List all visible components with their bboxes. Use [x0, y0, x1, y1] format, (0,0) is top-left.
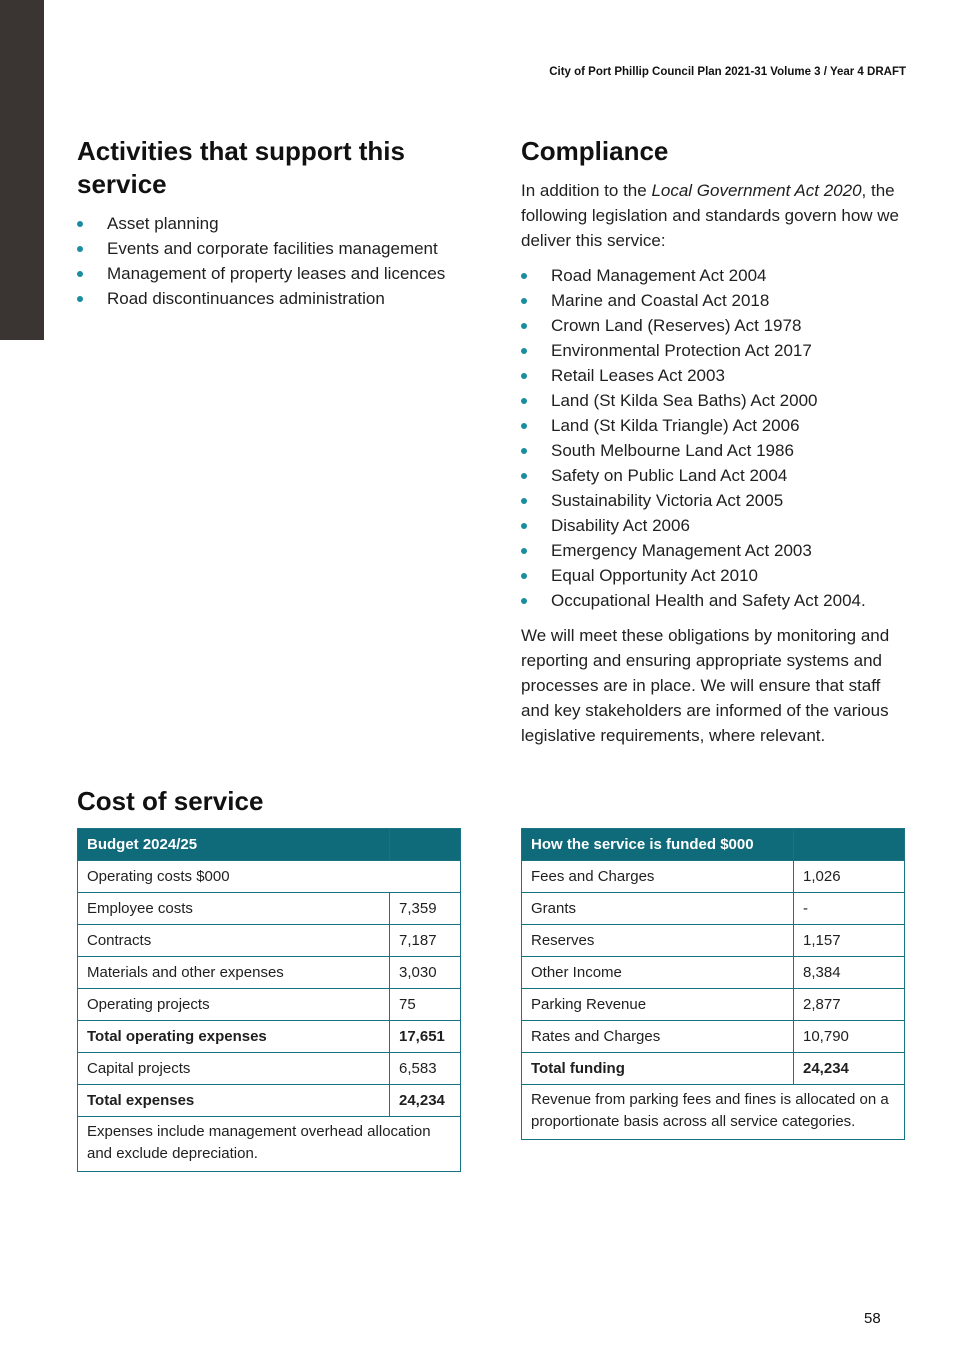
bullet-icon	[77, 296, 83, 302]
bullet-icon	[521, 398, 527, 404]
bullet-icon	[77, 221, 83, 227]
list-item: Marine and Coastal Act 2018	[521, 288, 911, 313]
table-note: Revenue from parking fees and fines is allocated on a proportionate basis across all service categories.	[522, 1085, 905, 1140]
bullet-icon	[521, 323, 527, 329]
table-row	[78, 1117, 461, 1172]
bullet-icon	[521, 498, 527, 504]
table-row: Parking Revenue 2,877	[522, 989, 905, 1021]
table-row	[78, 861, 461, 893]
running-header: City of Port Phillip Council Plan 2021-31 Volume 3 / Year 4 DRAFT	[549, 66, 906, 78]
table-row-total: Total funding 24,234	[522, 1053, 905, 1085]
list-item: Sustainability Victoria Act 2005	[521, 488, 911, 513]
list-item: Land (St Kilda Triangle) Act 2006	[521, 413, 911, 438]
compliance-closing: We will meet these obligations by monitoring and reporting and ensuring appropriate systems and processes are in place. We will ensure that staff and key stakeholders are informed of the various legislative requirements, where relevant.	[521, 626, 890, 745]
bullet-icon	[521, 273, 527, 279]
table-row	[522, 1085, 905, 1140]
list-item: Crown Land (Reserves) Act 1978	[521, 313, 911, 338]
activities-section	[77, 135, 457, 311]
legislation-list	[521, 263, 911, 613]
table-row: Materials and other expenses 3,030	[78, 957, 461, 989]
table-row: Grants -	[522, 893, 905, 925]
list-item: Land (St Kilda Sea Baths) Act 2000	[521, 388, 911, 413]
list-item: Emergency Management Act 2003	[521, 538, 911, 563]
table-row: Reserves 1,157	[522, 925, 905, 957]
side-color-bar	[0, 0, 44, 340]
bullet-icon	[521, 423, 527, 429]
activities-heading: Activities that support this service	[77, 136, 405, 199]
table-note: Expenses include management overhead allocation and exclude depreciation.	[78, 1117, 461, 1172]
list-item: Environmental Protection Act 2017	[521, 338, 911, 363]
compliance-intro: In addition to the Local Government Act 2020, the following legislation and standards govern how we deliver this service:	[521, 181, 900, 250]
list-item: Asset planning	[77, 211, 457, 236]
table-row: Fees and Charges 1,026	[522, 861, 905, 893]
table-row: Other Income 8,384	[522, 957, 905, 989]
bullet-icon	[521, 523, 527, 529]
table-subheader: Operating costs $000	[78, 861, 461, 893]
bullet-icon	[77, 271, 83, 277]
table-row-total: Total operating expenses 17,651	[78, 1021, 461, 1053]
table-row: Contracts 7,187	[78, 925, 461, 957]
activities-list	[77, 211, 457, 311]
bullet-icon	[521, 548, 527, 554]
table-header: How the service is funded $000	[522, 829, 794, 861]
compliance-section	[521, 135, 911, 748]
bullet-icon	[521, 298, 527, 304]
list-item: Road Management Act 2004	[521, 263, 911, 288]
page-number: 58	[864, 1310, 881, 1327]
list-item: Occupational Health and Safety Act 2004.	[521, 588, 911, 613]
list-item: Events and corporate facilities management	[77, 236, 457, 261]
list-item: South Melbourne Land Act 1986	[521, 438, 911, 463]
table-row: Operating projects 75	[78, 989, 461, 1021]
list-item: Disability Act 2006	[521, 513, 911, 538]
bullet-icon	[521, 448, 527, 454]
list-item: Safety on Public Land Act 2004	[521, 463, 911, 488]
table-row-total: Total expenses 24,234	[78, 1085, 461, 1117]
table-header-empty	[390, 829, 461, 861]
table-row: Capital projects 6,583	[78, 1053, 461, 1085]
bullet-icon	[521, 348, 527, 354]
bullet-icon	[521, 598, 527, 604]
table-header: Budget 2024/25	[78, 829, 390, 861]
table-row: Employee costs 7,359	[78, 893, 461, 925]
list-item: Management of property leases and licences	[77, 261, 457, 286]
funding-table	[521, 828, 905, 1140]
bullet-icon	[521, 373, 527, 379]
list-item: Road discontinuances administration	[77, 286, 457, 311]
table-header-row	[78, 829, 461, 861]
compliance-heading: Compliance	[521, 136, 669, 166]
cost-heading: Cost of service	[77, 786, 264, 816]
budget-table	[77, 828, 461, 1172]
table-header-empty	[794, 829, 905, 861]
bullet-icon	[521, 573, 527, 579]
bullet-icon	[77, 246, 83, 252]
bullet-icon	[521, 473, 527, 479]
list-item: Retail Leases Act 2003	[521, 363, 911, 388]
table-header-row	[522, 829, 905, 861]
list-item: Equal Opportunity Act 2010	[521, 563, 911, 588]
table-row: Rates and Charges 10,790	[522, 1021, 905, 1053]
